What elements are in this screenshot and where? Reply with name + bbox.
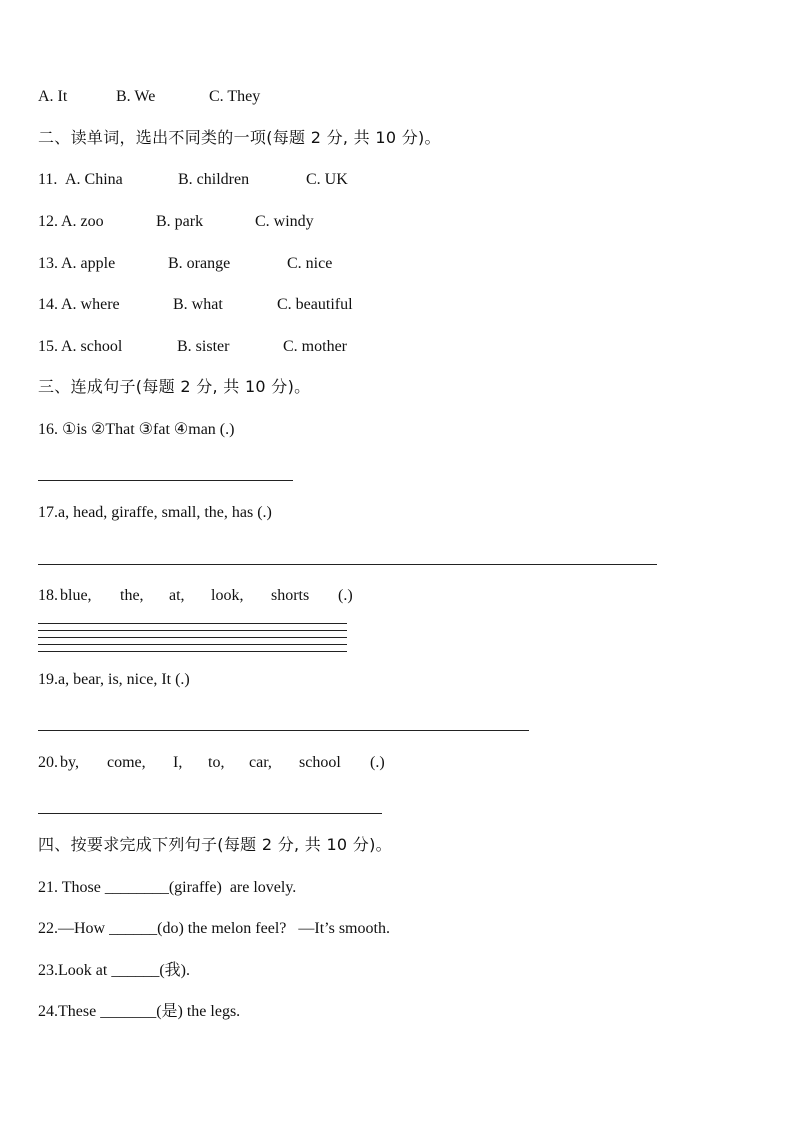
- q20-word: by,: [60, 754, 79, 771]
- section3-title: 三、连成句子(每题 2 分, 共 10 分)。: [38, 377, 311, 396]
- q14-number: 14.: [38, 296, 58, 313]
- q12-option-a: A. zoo: [61, 213, 104, 230]
- answer-line-16[interactable]: [38, 480, 293, 481]
- answer-line-18[interactable]: [38, 637, 347, 638]
- q13-number: 13.: [38, 255, 58, 272]
- q13-option-a: A. apple: [61, 255, 116, 272]
- q18-word: look,: [211, 587, 244, 604]
- q12-number: 12.: [38, 213, 58, 230]
- q18-word: blue,: [60, 587, 92, 604]
- q10-option-c: C. They: [209, 88, 261, 105]
- q14-option-c: C. beautiful: [277, 296, 353, 313]
- q12-option-b: B. park: [156, 213, 204, 230]
- q18-word: at,: [169, 587, 185, 604]
- q14-option-b: B. what: [173, 296, 223, 313]
- q10-option-b: B. We: [116, 88, 156, 105]
- answer-line-20[interactable]: [38, 813, 382, 814]
- q15-option-a: A. school: [61, 338, 123, 355]
- question-14: [38, 295, 438, 315]
- question-21: 21. Those ________(giraffe) are lovely.: [38, 879, 297, 896]
- q10-option-a: A. It: [38, 88, 68, 105]
- q13-option-c: C. nice: [287, 255, 333, 272]
- q15-number: 15.: [38, 338, 58, 355]
- q20-word: come,: [107, 754, 146, 771]
- q20-number: 20.: [38, 754, 58, 771]
- answer-line-19[interactable]: [38, 730, 529, 731]
- question-18: [38, 586, 438, 606]
- answer-line-18[interactable]: [38, 623, 347, 624]
- q20-word: I,: [173, 754, 183, 771]
- q13-option-b: B. orange: [168, 255, 231, 272]
- q15-option-c: C. mother: [283, 338, 347, 355]
- q10-options: [38, 87, 338, 107]
- q18-word: (.): [338, 587, 353, 604]
- question-22: 22.—How ______(do) the melon feel? —It’s smooth.: [38, 920, 390, 937]
- question-20: [38, 753, 458, 773]
- question-12: [38, 212, 438, 232]
- q11-number: 11.: [38, 171, 62, 188]
- answer-line-18[interactable]: [38, 644, 347, 645]
- answer-line-18[interactable]: [38, 630, 347, 631]
- q20-word: (.): [370, 754, 385, 771]
- question-16: 16. ①is ②That ③fat ④man (.): [38, 421, 235, 438]
- section4-title: 四、按要求完成下列句子(每题 2 分, 共 10 分)。: [38, 835, 392, 854]
- q20-word: school: [299, 754, 341, 771]
- q15-option-b: B. sister: [177, 338, 230, 355]
- question-19: 19.a, bear, is, nice, It (.): [38, 671, 190, 688]
- q14-option-a: A. where: [61, 296, 120, 313]
- answer-line-17[interactable]: [38, 564, 657, 565]
- question-13: [38, 254, 438, 274]
- q18-word: shorts: [271, 587, 310, 604]
- question-15: [38, 337, 438, 357]
- question-17: 17.a, head, giraffe, small, the, has (.): [38, 504, 272, 521]
- q11-option-b: B. children: [178, 171, 250, 188]
- question-23: 23.Look at ______(我).: [38, 962, 190, 979]
- answer-line-18[interactable]: [38, 651, 347, 652]
- q18-number: 18.: [38, 587, 58, 604]
- q18-word: the,: [120, 587, 144, 604]
- section2-title: 二、读单词，选出不同类的一项(每题 2 分, 共 10 分)。: [38, 128, 441, 147]
- question-24: 24.These _______(是) the legs.: [38, 1003, 241, 1020]
- question-11: [38, 170, 438, 190]
- q11-option-a: A. China: [65, 171, 123, 188]
- q12-option-c: C. windy: [255, 213, 314, 230]
- q20-word: car,: [249, 754, 272, 771]
- q11-option-c: C. UK: [306, 171, 348, 188]
- q20-word: to,: [208, 754, 225, 771]
